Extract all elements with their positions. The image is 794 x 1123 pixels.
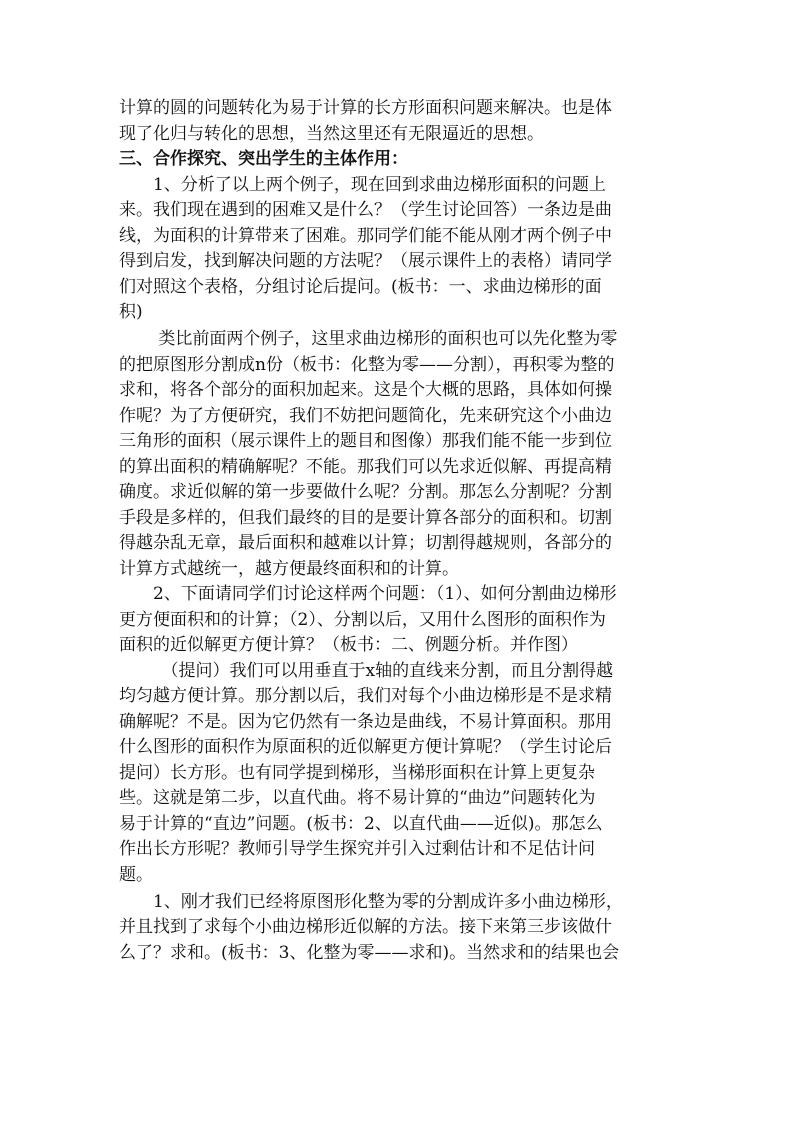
text-line: 更方便面积和的计算；（2）、分割以后，又用什么图形的面积作为 [119, 609, 606, 630]
text-line: 计算的圆的问题转化为易于计算的长方形面积问题来解决。也是体 [119, 98, 612, 118]
text-line: 们对照这个表格，分组讨论后提问。(板书：一、求曲边梯形的面 [119, 276, 602, 297]
text-line: 来。我们现在遇到的困难又是什么？（学生讨论回答）一条边是曲 [119, 200, 612, 220]
section-heading: 三、合作探究、突出学生的主体作用： [119, 149, 408, 169]
text-line: 的算出面积的精确解呢？不能。那我们可以先求近似解、再提高精 [119, 456, 612, 477]
text-line: 易于计算的“直边”问题。(板书：2、以直代曲——近似)。那怎么 [119, 813, 603, 834]
text-line: 面积的近似解更方便计算？（板书：二、例题分析。并作图） [119, 635, 578, 655]
text-line: 线，为面积的计算带来了困难。那同学们能不能从刚才两个例子中 [119, 225, 612, 246]
text-line: 积) [119, 302, 143, 322]
text-line: 么了？求和。(板书：3、化整为零——求和)。当然求和的结果也会 [119, 942, 620, 963]
text-line: 并且找到了求每个小曲边梯形近似解的方法。接下来第三步该做什 [119, 917, 612, 937]
text-line: 2、下面请同学们讨论这样两个问题：（1）、如何分割曲边梯形 [119, 584, 617, 604]
text-line: 题。 [119, 864, 153, 885]
text-line: 确度。求近似解的第一步要做什么呢？分割。那怎么分割呢？分割 [119, 482, 612, 502]
text-line: 些。这就是第二步，以直代曲。将不易计算的“曲边”问题转化为 [119, 788, 596, 808]
text-line: 得到启发，找到解决问题的方法呢？（展示课件上的表格）请同学 [119, 251, 612, 271]
text-line: 提问）长方形。也有同学提到梯形，当梯形面积在计算上更复杂 [119, 762, 595, 783]
text-line: 的把原图形分割成n份（板书：化整为零——分割），再积零为整的 [119, 354, 615, 375]
text-line: 现了化归与转化的思想，当然这里还有无限逼近的思想。 [119, 123, 544, 144]
text-line: （提问）我们可以用垂直于x轴的直线来分割，而且分割得越 [119, 660, 614, 681]
text-line: 作出长方形呢？教师引导学生探究并引入过剩估计和不足估计问 [119, 839, 595, 859]
text-line: 作呢？为了方便研究，我们不妨把问题简化，先来研究这个小曲边 [119, 405, 612, 426]
text-line: 确解呢？不是。因为它仍然有一条边是曲线，不易计算面积。那用 [119, 711, 612, 732]
text-line: 手段是多样的，但我们最终的目的是要计算各部分的面积和。切割 [119, 507, 612, 528]
text-line: 三角形的面积（展示课件上的题目和图像）那我们能不能一步到位 [119, 431, 612, 451]
text-line: 什么图形的面积作为原面积的近似解更方便计算呢？（学生讨论后 [119, 737, 612, 757]
text-line: 求和，将各个部分的面积加起来。这是个大概的思路，具体如何操 [119, 380, 612, 400]
text-line: 1、分析了以上两个例子，现在回到求曲边梯形面积的问题上 [119, 174, 606, 195]
text-line: 1、刚才我们已经将原图形化整为零的分割成许多小曲边梯形， [119, 891, 623, 912]
document-page [119, 96, 675, 966]
text-line: 类比前面两个例子，这里求曲边梯形的面积也可以先化整为零 [119, 329, 618, 349]
text-line: 计算方式越统一，越方便最终面积和的计算。 [119, 558, 459, 579]
text-line: 得越杂乱无章，最后面积和越难以计算；切割得越规则，各部分的 [119, 533, 612, 553]
text-line: 均匀越方便计算。那分割以后，我们对每个小曲边梯形是不是求精 [119, 686, 612, 706]
